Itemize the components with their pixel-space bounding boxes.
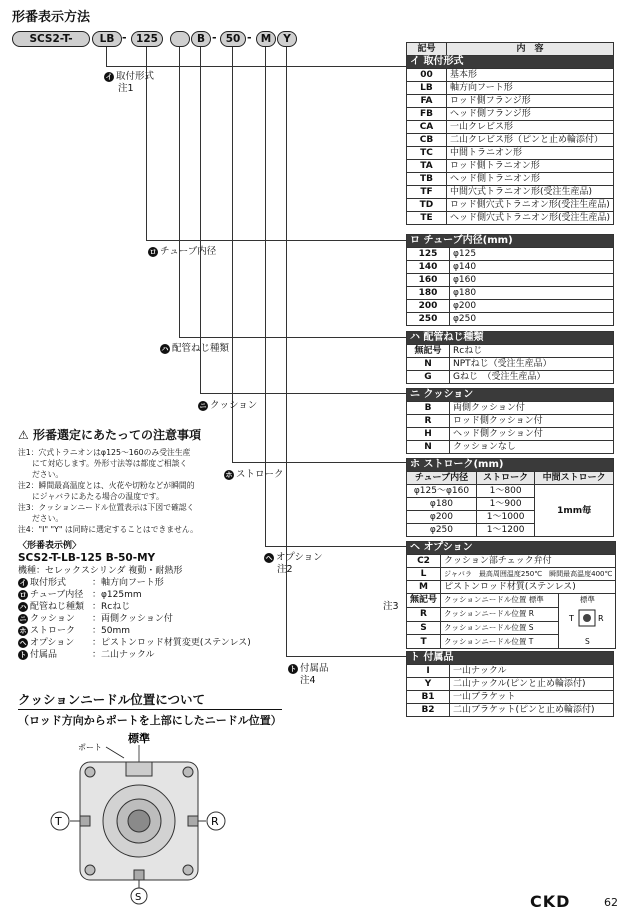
table-cell: Gねじ （受注生産品）	[450, 371, 614, 384]
warning-icon: ⚠	[18, 428, 29, 442]
circle-ni-icon: ニ	[199, 401, 207, 410]
table-cell: R	[407, 415, 450, 428]
table-cell: ヘッド側クッション付	[450, 428, 614, 441]
table-cell: TE	[407, 212, 447, 225]
table-cell: 中間トラニオン形	[446, 147, 613, 160]
table-cell: ピストンロッド材質(ステンレス)	[441, 581, 616, 594]
table-cell: 180	[407, 287, 450, 300]
table-cell: 00	[407, 69, 447, 82]
svg-text:標準: 標準	[128, 732, 150, 745]
table-cell: φ180	[450, 287, 614, 300]
table-cell: CB	[407, 134, 447, 147]
label-acc: ト 付属品	[289, 663, 329, 674]
model-part-series: SCS2-T-	[12, 31, 90, 47]
table-cell: ヘッド側トラニオン形	[446, 173, 613, 186]
svg-text:S: S	[135, 892, 142, 903]
caution-notes: ⚠ 形番選定にあたっての注意事項 注1：穴式トラニオンはφ125〜160のみ受注生産 にて対応します。外形寸法等は都度ご相談く ださい。 注2：瞬間最高温度とは、火花や切粉などが瞬間的 にジャバラにあたる場合の温度です。 注3：クッションニードル位置表示は下図で確認く ださい。 注4："I" "Y" は同時に選定することはできません。	[18, 428, 201, 534]
circle-ha-icon: ハ	[161, 344, 169, 353]
table-cell: 1〜800	[476, 485, 534, 498]
table-cell: φ250	[407, 524, 477, 537]
table-cell: 基本形	[446, 69, 613, 82]
table-cell: ジャバラ 最高周囲温度250℃ 瞬間最高温度400℃	[441, 568, 616, 581]
table-cell: クッションニードル位置 T	[441, 635, 559, 649]
page-title: 形番表示方法	[12, 10, 91, 25]
table-cell: 無記号	[407, 594, 441, 608]
table-cell: 一山ナックル	[450, 665, 614, 678]
table-cell: N	[407, 441, 450, 454]
table-cell: TB	[407, 173, 447, 186]
table-cell: φ125	[450, 248, 614, 261]
table-cell: ヘ オプション	[407, 542, 616, 555]
table-cell: 200	[407, 300, 450, 313]
table-cell: 一山クレビス形	[446, 121, 613, 134]
table-cell: 1〜1000	[476, 511, 534, 524]
table-cell: ハ 配管ねじ種類	[407, 332, 614, 345]
table-cell: TA	[407, 160, 447, 173]
label-bore: ロ チューブ内径	[149, 246, 217, 257]
table-cell: 記号	[407, 43, 447, 56]
table-cell: 両側クッション付	[450, 402, 614, 415]
table-cell: CA	[407, 121, 447, 134]
table-cell: 無記号	[407, 345, 450, 358]
needle-title: クッションニードル位置について （ロッド方向からポートを上部にしたニードル位置）	[18, 692, 282, 727]
stroke-table	[406, 458, 614, 537]
model-example: 〈形番表示例〉 SCS2-T-LB-125 B-50-MY 機種：セレックスシリンダ 複動・耐熱形 イ 取付形式 ：軸方向フート形 ロ チューブ内径 ：φ125mm ハ 配管ねじ種類 ：Rcねじ ニ クッション ：両側クッション付 ホ ストローク ：50mm ヘ オプション ：ピストンロッド材質変更(ステンレス) ト 付属品 ：二山ナックル	[18, 541, 251, 660]
table-cell: B1	[407, 691, 450, 704]
table-cell: φ160	[450, 274, 614, 287]
table-cell: C2	[407, 555, 441, 568]
table-cell: 一山ブラケット	[450, 691, 614, 704]
table-cell: φ180	[407, 498, 477, 511]
table-cell: 二山クレビス形（ピンと止め輪添付）	[446, 134, 613, 147]
needle-position-diagram	[40, 730, 240, 910]
table-cell: チューブ内径	[407, 472, 477, 485]
table-cell: FB	[407, 108, 447, 121]
table-cell: 軸方向フート形	[446, 82, 613, 95]
svg-text:ポート: ポート	[78, 743, 102, 752]
page-number: 62	[604, 896, 618, 909]
table-cell: ニ クッション	[407, 389, 614, 402]
label-option: ヘ オプション	[265, 552, 323, 563]
table-cell: I	[407, 665, 450, 678]
mount-table	[406, 42, 614, 225]
table-cell: TD	[407, 199, 447, 212]
table-cell: 125	[407, 248, 450, 261]
label-stroke: ホ ストローク	[225, 469, 284, 480]
table-cell: 二山ブラケット(ピンと止め輪添付)	[450, 704, 614, 717]
port-table	[406, 331, 614, 384]
model-part-bore: 125	[131, 31, 163, 47]
table-cell: Y	[407, 678, 450, 691]
svg-text:R: R	[211, 815, 219, 828]
mount-head: イ 取付形式	[407, 56, 614, 69]
model-part-stroke: 50	[220, 31, 246, 47]
table-cell: ロ チューブ内径(mm)	[407, 235, 614, 248]
table-cell: クッションなし	[450, 441, 614, 454]
table-cell: クッション部チェック弁付	[441, 555, 616, 568]
table-cell: B	[407, 402, 450, 415]
model-part-cushion: B	[191, 31, 211, 47]
table-cell: R	[407, 607, 441, 621]
label-cushion: ニ クッション	[199, 400, 258, 411]
table-cell: クッションニードル位置 S	[441, 621, 559, 635]
table-cell: M	[407, 581, 441, 594]
table-cell: ホ ストローク(mm)	[407, 459, 614, 472]
model-part-port	[170, 31, 190, 47]
circle-he-icon: ヘ	[265, 553, 273, 562]
needle-mini-diagram: 標準 T R S	[559, 594, 616, 649]
table-cell: ロッド側穴式トラニオン形(受注生産品)	[446, 199, 613, 212]
table-cell: T	[407, 635, 441, 649]
table-cell: S	[407, 621, 441, 635]
table-cell: TF	[407, 186, 447, 199]
circle-to-icon: ト	[289, 664, 297, 673]
table-cell: TC	[407, 147, 447, 160]
circle-ro-icon: ロ	[149, 247, 157, 256]
table-cell: 中間ストローク	[535, 472, 614, 485]
table-cell: 160	[407, 274, 450, 287]
table-cell: 内 容	[446, 43, 613, 56]
table-cell: FA	[407, 95, 447, 108]
table-cell: φ125〜φ160	[407, 485, 477, 498]
table-cell: LB	[407, 82, 447, 95]
table-cell: ヘッド側フランジ形	[446, 108, 613, 121]
table-cell: B2	[407, 704, 450, 717]
acc-table	[406, 651, 614, 717]
table-cell: クッションニードル位置 R	[441, 607, 559, 621]
table-cell: 250	[407, 313, 450, 326]
table-cell: ロッド側クッション付	[450, 415, 614, 428]
table-cell: 1mm毎	[535, 485, 614, 537]
table-cell: ロッド側フランジ形	[446, 95, 613, 108]
table-cell: ストローク	[476, 472, 534, 485]
table-cell: 1〜900	[476, 498, 534, 511]
svg-text:T: T	[55, 815, 62, 828]
needle-mini-icon	[567, 606, 607, 632]
table-cell: 1〜1200	[476, 524, 534, 537]
table-cell: N	[407, 358, 450, 371]
table-cell: φ140	[450, 261, 614, 274]
table-cell: φ250	[450, 313, 614, 326]
bore-table	[406, 234, 614, 326]
label-port: ハ 配管ねじ種類	[161, 343, 230, 354]
model-part-option: M	[256, 31, 276, 47]
circle-ho-icon: ホ	[225, 470, 233, 479]
label-mount: イ 取付形式	[105, 71, 155, 82]
table-cell: NPTねじ（受注生産品）	[450, 358, 614, 371]
cushion-table	[406, 388, 614, 454]
svg-text:R: R	[598, 614, 604, 623]
table-cell: 140	[407, 261, 450, 274]
table-cell: L	[407, 568, 441, 581]
circle-i-icon: イ	[105, 72, 113, 81]
table-cell: φ200	[407, 511, 477, 524]
table-cell: クッションニードル位置 標準	[441, 594, 559, 608]
table-cell: ロッド側トラニオン形	[446, 160, 613, 173]
table-cell: 二山ナックル(ピンと止め輪添付)	[450, 678, 614, 691]
table-cell: ト 付属品	[407, 652, 614, 665]
table-cell: ヘッド側穴式トラニオン形(受注生産品)	[446, 212, 613, 225]
table-cell: H	[407, 428, 450, 441]
table-cell: G	[407, 371, 450, 384]
svg-text:T: T	[569, 614, 575, 623]
option-table	[406, 541, 616, 649]
model-part-acc: Y	[277, 31, 297, 47]
brand-logo: CKD	[530, 892, 571, 911]
model-part-mount: LB	[92, 31, 122, 47]
table-cell: 中間穴式トラニオン形(受注生産品)	[446, 186, 613, 199]
table-cell: Rcねじ	[450, 345, 614, 358]
table-cell: φ200	[450, 300, 614, 313]
